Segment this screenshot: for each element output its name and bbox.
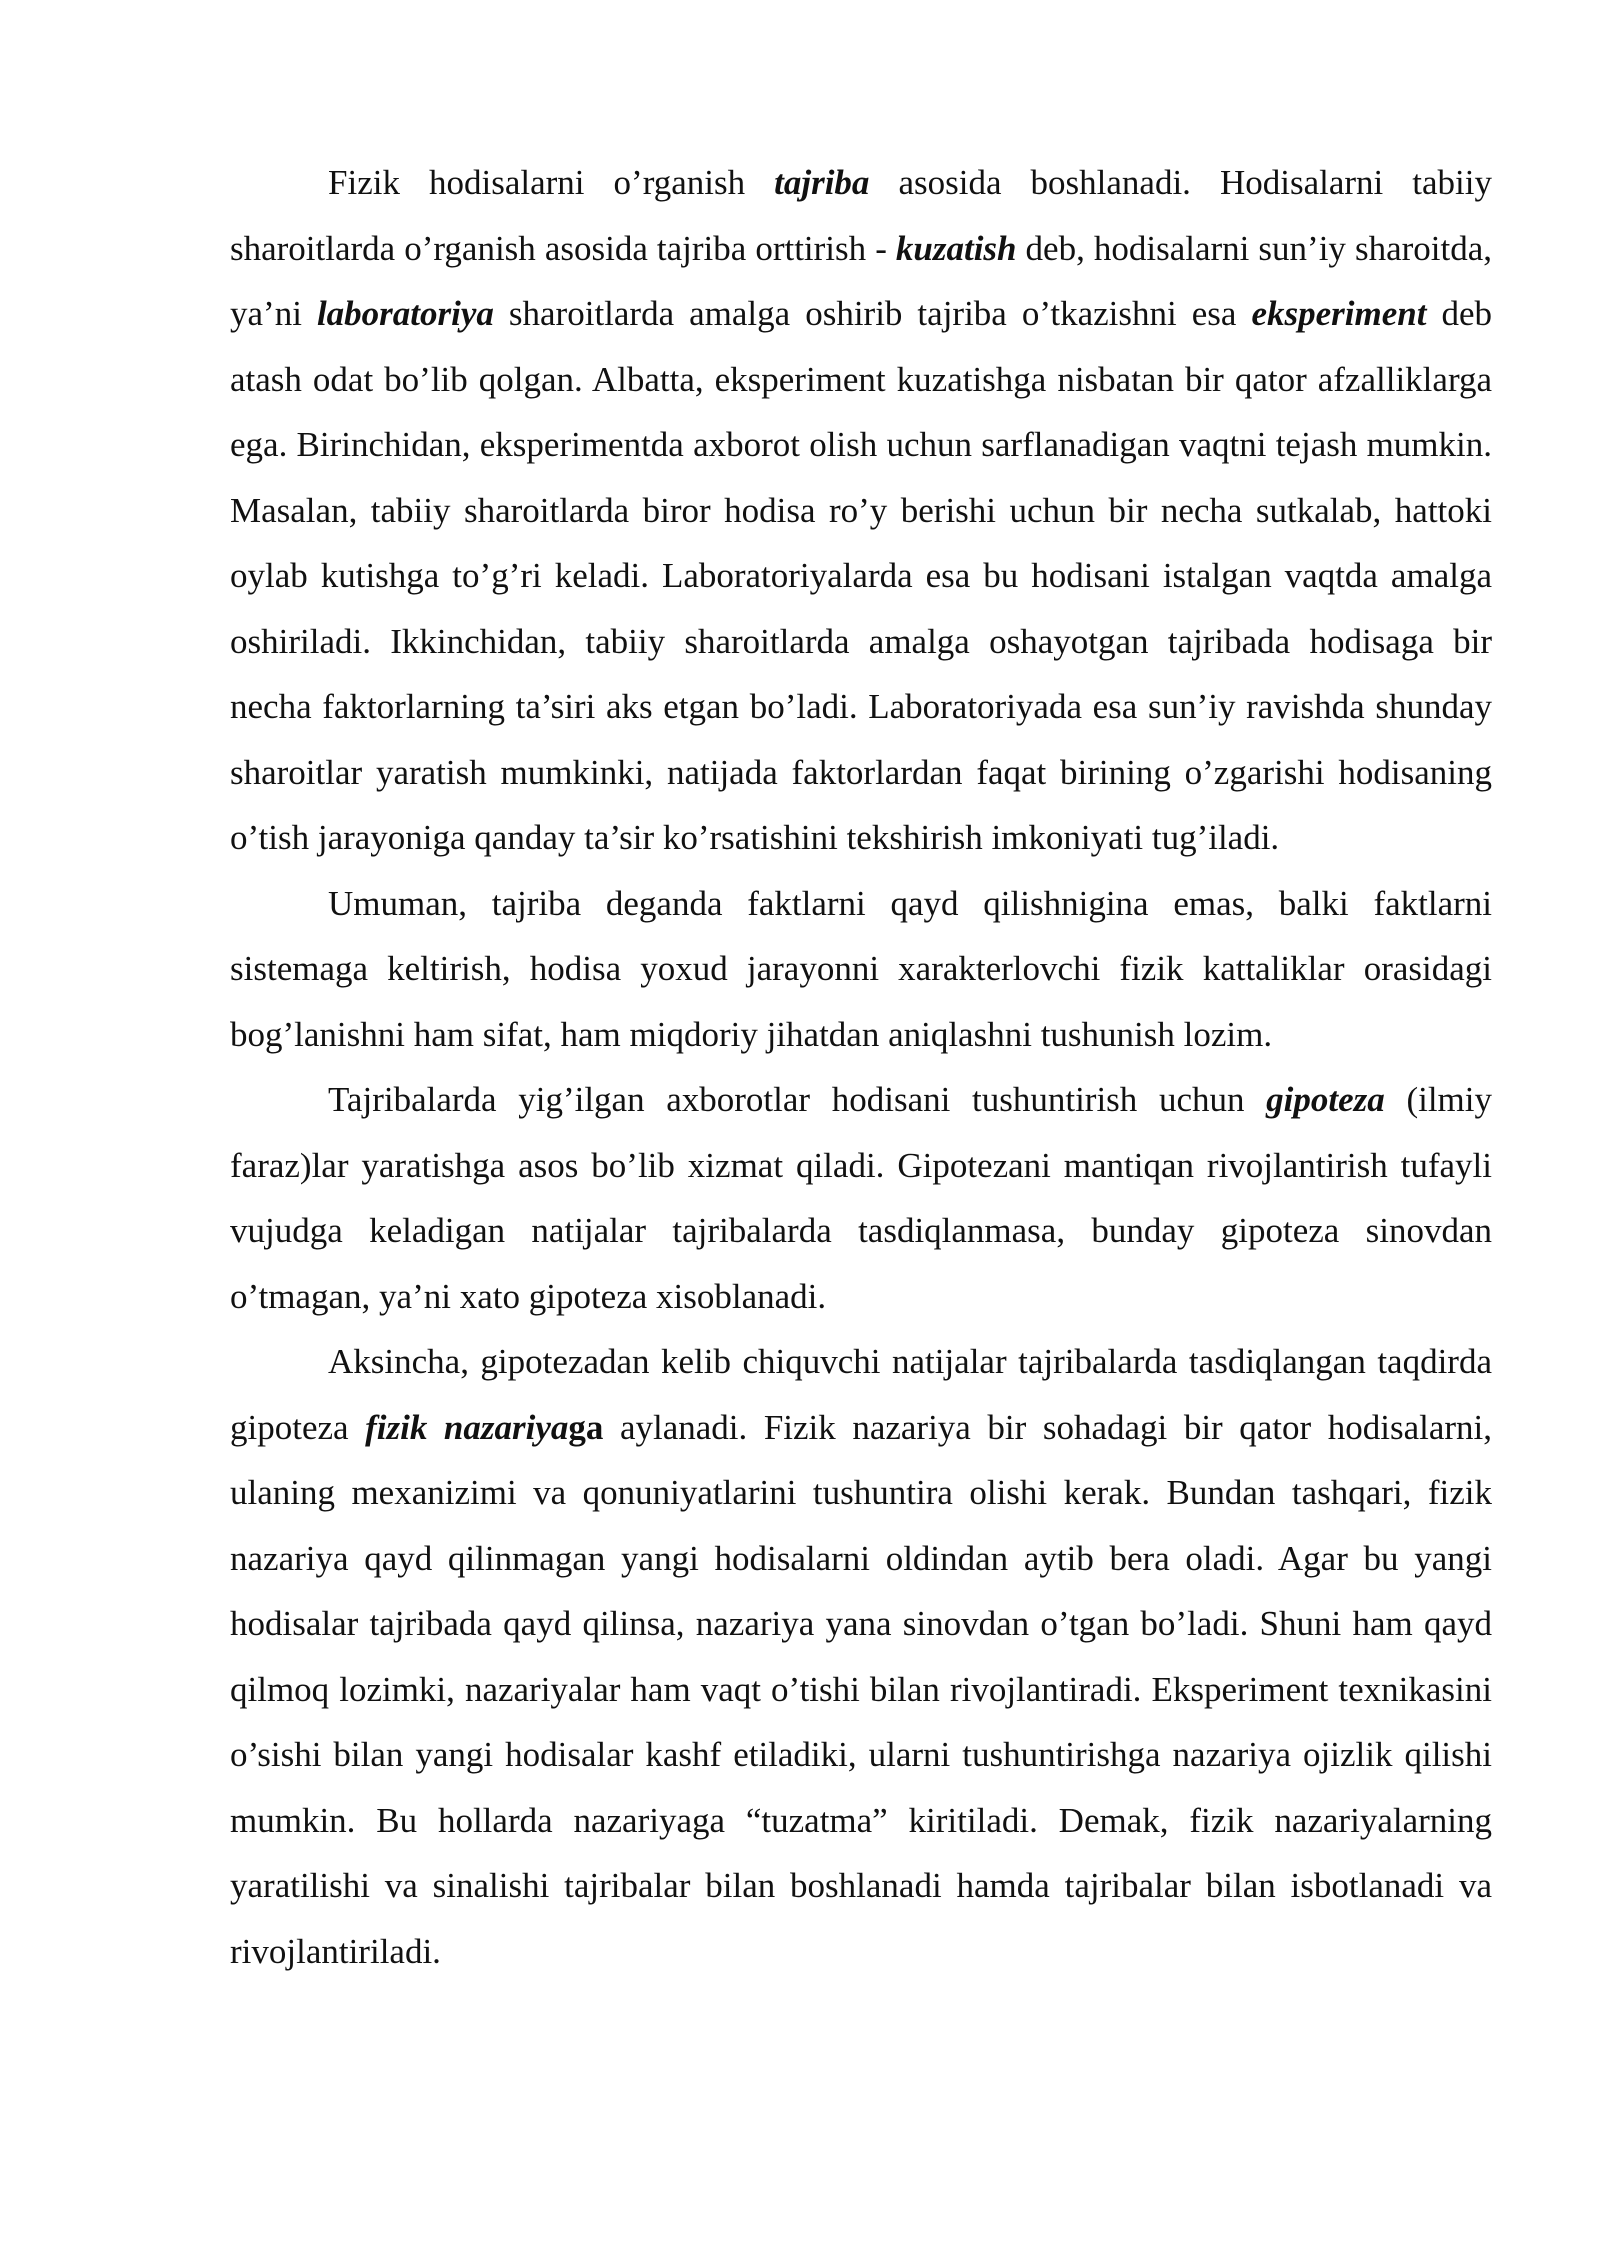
text-run: deb, hodisalarni sun’iy sharoitda, ya’ni	[230, 228, 1492, 333]
term-gipoteza: gipoteza	[1266, 1080, 1385, 1119]
term-tajriba: tajriba	[774, 163, 870, 202]
paragraph-experiment	[230, 150, 1492, 871]
text-run: asosida boshlanadi. Hodisalarni tabiiy sharoitlarda o’rganish asosida tajriba orttirish -	[230, 163, 1492, 268]
term-laboratoriya: laboratoriya	[316, 294, 494, 333]
text-run: Umuman, tajriba deganda faktlarni qayd qilishnigina emas, balki faktlarni sistemaga keltirish, hodisa yoxud jarayonni xarakterlovchi fizik kattaliklar orasidagi bog’lanishni ham sifat, ham miqdoriy jihatdan aniqlashni tushunish lozim.	[230, 883, 1492, 1054]
paragraph-hypothesis	[230, 1067, 1492, 1329]
document-page	[230, 150, 1492, 1984]
term-eksperiment: eksperiment	[1251, 294, 1427, 333]
term-kuzatish: kuzatish	[895, 228, 1017, 268]
text-run: (ilmiy faraz)lar yaratishga asos bo’lib xizmat qiladi. Gipotezani mantiqan rivojlantirish tufayli vujudga keladigan natijalar tajribalarda tasdiqlanmasa, bunday gipoteza sinovdan o’tmagan, ya’ni xato gipoteza xisoblanadi.	[230, 1080, 1492, 1316]
text-run: deb atash odat bo’lib qolgan. Albatta, eksperiment kuzatishga nisbatan bir qator afzalliklarga ega. Birinchidan, eksperimentda axborot olish uchun sarflanadigan vaqtni tejash mumkin. Masalan, tabiiy sharoitlarda biror hodisa ro’y berishi uchun bir necha sutkalab, hattoki oylab kutishga to’g’ri keladi. Laboratoriyalarda esa bu hodisani istalgan vaqtda amalga oshiriladi. Ikkinchidan, tabiiy sharoitlarda amalga oshayotgan tajribada hodisaga bir necha faktorlarning ta’siri aks etgan bo’ladi. Laboratoriyada esa sun’iy ravishda shunday sharoitlar yaratish mumkinki, natijada faktorlardan faqat birining o’zgarishi hodisaning o’tish jarayoniga qanday ta’sir ko’rsatishini tekshirish imkoniyati tug’iladi.	[230, 294, 1492, 857]
paragraph-theory	[230, 1329, 1492, 1984]
text-run: Fizik hodisalarni o’rganish	[328, 163, 775, 202]
text-run: aylanadi. Fizik nazariya bir sohadagi bir qator hodisalarni, ulaning mexanizimi va qonuniyatlarini tushuntira olishi kerak. Bundan tashqari, fizik nazariya qayd qilinmagan yangi hodisalarni oldindan aytib bera oladi. Agar bu yangi hodisalar tajribada qayd qilinsa, nazariya yana sinovdan o’tgan bo’ladi. Shuni ham qayd qilmoq lozimki, nazariyalar ham vaqt o’tishi bilan rivojlantiradi. Eksperiment texnikasini o’sishi bilan yangi hodisalar kashf etiladiki, ularni tushuntirishga nazariya ojizlik qilishi mumkin. Bu hollarda nazariyaga “tuzatma” kiritiladi. Demak, fizik nazariyalarning yaratilishi va sinalishi tajribalar bilan boshlanadi hamda tajribalar bilan isbotlanadi va rivojlantiriladi.	[230, 1407, 1493, 1971]
term-suffix: ga	[568, 1407, 604, 1447]
term-fizik-nazariya: fizik nazariya	[365, 1407, 569, 1447]
text-run: Aksincha, gipotezadan kelib chiquvchi natijalar tajribalarda tasdiqlangan taqdirda gipoteza	[230, 1342, 1492, 1447]
text-run: sharoitlarda amalga oshirib tajriba o’tkazishni esa	[493, 294, 1252, 333]
paragraph-general	[230, 871, 1492, 1068]
text-run: Tajribalarda yig’ilgan axborotlar hodisani tushuntirish uchun	[328, 1080, 1267, 1119]
